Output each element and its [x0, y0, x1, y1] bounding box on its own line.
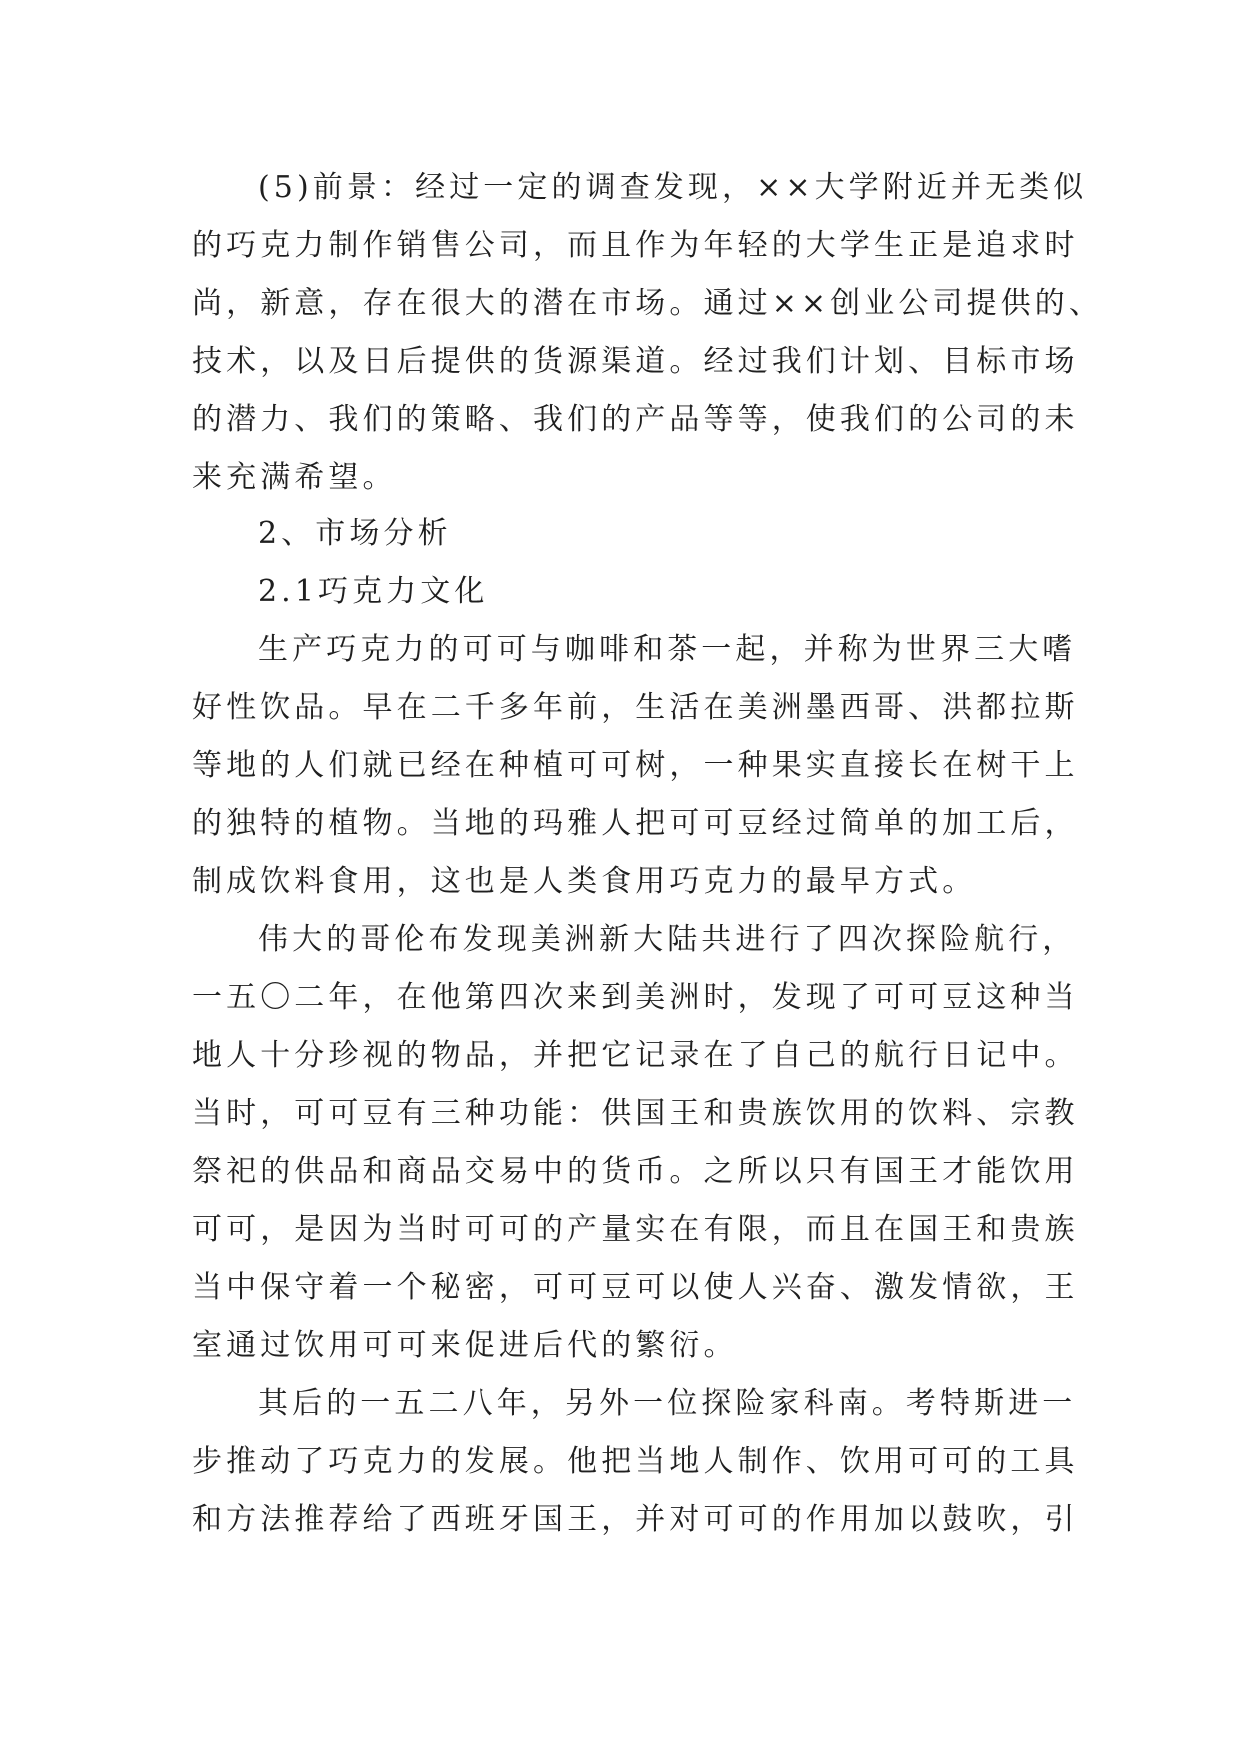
text-line: 一五〇二年，在他第四次来到美洲时，发现了可可豆这种当: [192, 980, 1079, 1015]
text-line: 技术，以及日后提供的货源渠道。经过我们计划、目标市场: [192, 344, 1079, 379]
text-line: 和方法推荐给了西班牙国王，并对可可的作用加以鼓吹，引: [192, 1502, 1079, 1537]
text-line: 等地的人们就已经在种植可可树，一种果实直接长在树干上: [192, 748, 1079, 783]
text-line: 其后的一五二八年，另外一位探险家科南。考特斯进一: [258, 1386, 1077, 1421]
text-line: (5)前景：经过一定的调查发现，××大学附近并无类似: [258, 170, 1088, 205]
text-line: 室通过饮用可可来促进后代的繁衍。: [192, 1328, 738, 1363]
text-line: 尚，新意，存在很大的潜在市场。通过××创业公司提供的、: [192, 286, 1103, 321]
text-line: 的独特的植物。当地的玛雅人把可可豆经过简单的加工后，: [192, 806, 1079, 841]
text-line: 祭祀的供品和商品交易中的货币。之所以只有国王才能饮用: [192, 1154, 1079, 1189]
text-line: 伟大的哥伦布发现美洲新大陆共进行了四次探险航行，: [258, 922, 1077, 957]
subsection-heading: 2.1巧克力文化: [258, 574, 489, 609]
text-line: 生产巧克力的可可与咖啡和茶一起，并称为世界三大嗜: [258, 632, 1077, 667]
text-line: 当时，可可豆有三种功能：供国王和贵族饮用的饮料、宗教: [192, 1096, 1079, 1131]
text-line: 制成饮料食用，这也是人类食用巧克力的最早方式。: [192, 864, 977, 899]
text-line: 的巧克力制作销售公司，而且作为年轻的大学生正是追求时: [192, 228, 1079, 263]
text-line: 好性饮品。早在二千多年前，生活在美洲墨西哥、洪都拉斯: [192, 690, 1079, 725]
text-line: 的潜力、我们的策略、我们的产品等等，使我们的公司的未: [192, 402, 1079, 437]
section-heading: 2、市场分析: [258, 516, 452, 551]
text-line: 步推动了巧克力的发展。他把当地人制作、饮用可可的工具: [192, 1444, 1079, 1479]
text-line: 来充满希望。: [192, 460, 397, 495]
text-line: 地人十分珍视的物品，并把它记录在了自己的航行日记中。: [192, 1038, 1079, 1073]
text-line: 可可，是因为当时可可的产量实在有限，而且在国王和贵族: [192, 1212, 1079, 1247]
text-line: 当中保守着一个秘密，可可豆可以使人兴奋、激发情欲，王: [192, 1270, 1079, 1305]
